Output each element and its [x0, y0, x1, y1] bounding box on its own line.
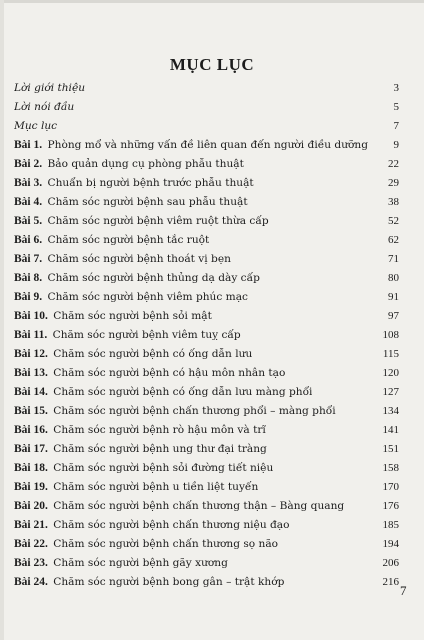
lesson-number: Bài 24. — [14, 576, 48, 588]
toc-page-number: 120 — [382, 367, 399, 379]
toc-entry-label — [14, 120, 57, 132]
toc-entry-title: Chăm sóc người bệnh chấn thương phổi – màng phổi — [53, 405, 336, 417]
toc-page-number: 62 — [388, 234, 399, 246]
toc-entry-label — [14, 82, 85, 94]
toc-entry-label — [14, 329, 241, 341]
toc-entry-label — [14, 158, 244, 170]
lesson-number: Bài 11. — [14, 329, 48, 341]
toc-entry-label — [14, 500, 344, 512]
lesson-number: Bài 14. — [14, 386, 48, 398]
toc-entry — [14, 177, 399, 196]
lesson-number: Bài 3. — [14, 177, 43, 189]
toc-entry-label — [14, 443, 267, 455]
toc-page-number: 127 — [382, 386, 399, 398]
toc-page-number: 38 — [388, 196, 399, 208]
lesson-number: Bài 10. — [14, 310, 48, 322]
toc-page-number: 151 — [382, 443, 399, 455]
toc-page-number: 176 — [382, 500, 399, 512]
toc-entry-label — [14, 253, 231, 265]
toc-entry — [14, 234, 399, 253]
toc-entry-title: Chăm sóc người bệnh chấn thương niệu đạo — [53, 519, 290, 531]
toc-page-number: 29 — [388, 177, 399, 189]
toc-entry-title: Bảo quản dụng cụ phòng phẫu thuật — [47, 158, 244, 170]
toc-entry — [14, 158, 399, 177]
toc-page-number: 97 — [388, 310, 399, 322]
toc-entry-label — [14, 576, 284, 588]
toc-entry — [14, 519, 399, 538]
toc-entry-title: Chăm sóc người bệnh rò hậu môn và trĩ — [53, 424, 266, 436]
toc-entry — [14, 101, 399, 120]
toc-entry-title: Chăm sóc người bệnh thủng dạ dày cấp — [47, 272, 260, 284]
toc-entry-label — [14, 462, 273, 474]
page-title: MỤC LỤC — [169, 55, 255, 74]
lesson-number: Bài 16. — [14, 424, 48, 436]
toc-entry — [14, 481, 399, 500]
toc-page-number: 194 — [382, 538, 399, 550]
toc-entry — [14, 557, 399, 576]
toc-entry-title: Chuẩn bị người bệnh trước phẫu thuật — [47, 177, 254, 189]
toc-entry-title: Chăm sóc người bệnh viêm ruột thừa cấp — [47, 215, 269, 227]
lesson-number: Bài 7. — [14, 253, 43, 265]
toc-entry-title: Chăm sóc người bệnh chấn thương thận – Bàng quang — [53, 500, 345, 512]
toc-entry-label — [14, 234, 209, 246]
toc-entry-title: Phòng mổ và những vấn đề liên quan đến người điều dưỡng — [47, 139, 368, 151]
toc-entry — [14, 272, 399, 291]
toc-entry-label — [14, 386, 312, 398]
toc-entry-title: Chăm sóc người bệnh có ống dẫn lưu màng phổi — [53, 386, 313, 398]
toc-page-number: 158 — [382, 462, 399, 474]
toc-entry — [14, 462, 399, 481]
toc-page-number: 170 — [382, 481, 399, 493]
toc-entry-label — [14, 272, 260, 284]
toc-entry-label — [14, 405, 336, 417]
lesson-number: Bài 8. — [14, 272, 43, 284]
toc-page-number: 91 — [388, 291, 399, 303]
toc-entry-title: Chăm sóc người bệnh có ống dẫn lưu — [53, 348, 253, 360]
lesson-number: Bài 15. — [14, 405, 48, 417]
toc-page-number: 185 — [382, 519, 399, 531]
toc-entry-title: Chăm sóc người bệnh chấn thương sọ não — [53, 538, 279, 550]
toc-entry — [14, 386, 399, 405]
toc-entry-label — [14, 215, 269, 227]
toc-entry-label — [14, 481, 258, 493]
toc-entry — [14, 291, 399, 310]
toc-entry — [14, 348, 399, 367]
lesson-number: Bài 19. — [14, 481, 48, 493]
toc-entry-title: Chăm sóc người bệnh sau phẫu thuật — [47, 196, 248, 208]
toc-page-number: 5 — [393, 101, 399, 113]
lesson-number: Bài 22. — [14, 538, 48, 550]
toc-entry-title: Chăm sóc người bệnh viêm tuỵ cấp — [52, 329, 241, 341]
lesson-number: Bài 17. — [14, 443, 48, 455]
toc-page-number: 9 — [393, 139, 399, 151]
lesson-number: Bài 12. — [14, 348, 48, 360]
toc-entry — [14, 500, 399, 519]
toc-entry-label — [14, 519, 289, 531]
toc-entry — [14, 329, 399, 348]
toc-entry-title: Lời nói đầu — [14, 101, 75, 113]
toc-entry — [14, 215, 399, 234]
toc-entry-label — [14, 101, 74, 113]
lesson-number: Bài 6. — [14, 234, 43, 246]
lesson-number: Bài 2. — [14, 158, 43, 170]
lesson-number: Bài 9. — [14, 291, 43, 303]
toc-entry — [14, 576, 399, 595]
toc-page-number: 52 — [388, 215, 399, 227]
toc-entry-label — [14, 177, 254, 189]
lesson-number: Bài 5. — [14, 215, 43, 227]
toc-entry — [14, 139, 399, 158]
toc-entry-title: Chăm sóc người bệnh bong gân – trật khớp — [53, 576, 285, 588]
toc-page-number: 22 — [388, 158, 399, 170]
toc-entry-label — [14, 557, 228, 569]
page-number: 7 — [400, 583, 407, 598]
lesson-number: Bài 21. — [14, 519, 48, 531]
lesson-number: Bài 4. — [14, 196, 43, 208]
toc-entry — [14, 424, 399, 443]
table-of-contents — [14, 82, 399, 595]
toc-entry-title: Chăm sóc người bệnh sỏi mật — [53, 310, 212, 322]
toc-entry — [14, 196, 399, 215]
toc-entry-title: Chăm sóc người bệnh có hậu môn nhân tạo — [53, 367, 286, 379]
toc-entry-title: Chăm sóc người bệnh thoát vị bẹn — [47, 253, 231, 265]
toc-entry-label — [14, 348, 252, 360]
toc-entry-label — [14, 424, 266, 436]
toc-entry — [14, 405, 399, 424]
toc-page-number: 115 — [382, 348, 399, 360]
toc-entry-label — [14, 139, 368, 151]
toc-entry-title: Chăm sóc người bệnh gãy xương — [53, 557, 228, 569]
toc-page-number: 141 — [382, 424, 399, 436]
toc-entry-label — [14, 538, 278, 550]
toc-entry — [14, 538, 399, 557]
lesson-number: Bài 23. — [14, 557, 48, 569]
toc-entry-title: Chăm sóc người bệnh tắc ruột — [47, 234, 210, 246]
toc-entry-title: Chăm sóc người bệnh u tiền liệt tuyến — [53, 481, 259, 493]
toc-entry — [14, 367, 399, 386]
page-edge — [0, 0, 424, 3]
lesson-number: Bài 18. — [14, 462, 48, 474]
toc-entry — [14, 120, 399, 139]
toc-entry — [14, 443, 399, 462]
toc-entry-title: Lời giới thiệu — [14, 82, 86, 94]
toc-page-number: 7 — [393, 120, 399, 132]
page-edge — [0, 0, 4, 640]
toc-entry — [14, 310, 399, 329]
lesson-number: Bài 1. — [14, 139, 43, 151]
toc-entry — [14, 82, 399, 101]
toc-entry-label — [14, 367, 285, 379]
toc-entry — [14, 253, 399, 272]
toc-page-number: 80 — [388, 272, 399, 284]
toc-page-number: 71 — [388, 253, 399, 265]
toc-page-number: 206 — [382, 557, 399, 569]
toc-entry-label — [14, 291, 248, 303]
lesson-number: Bài 13. — [14, 367, 48, 379]
toc-page-number: 134 — [382, 405, 399, 417]
toc-entry-title: Chăm sóc người bệnh ung thư đại tràng — [53, 443, 267, 455]
toc-page-number: 216 — [382, 576, 399, 588]
toc-entry-title: Chăm sóc người bệnh viêm phúc mạc — [47, 291, 248, 303]
toc-entry-label — [14, 310, 212, 322]
toc-page-number: 3 — [393, 82, 399, 94]
toc-entry-title: Mục lục — [14, 120, 58, 132]
toc-page-number: 108 — [382, 329, 399, 341]
lesson-number: Bài 20. — [14, 500, 48, 512]
toc-entry-label — [14, 196, 248, 208]
toc-entry-title: Chăm sóc người bệnh sỏi đường tiết niệu — [53, 462, 274, 474]
